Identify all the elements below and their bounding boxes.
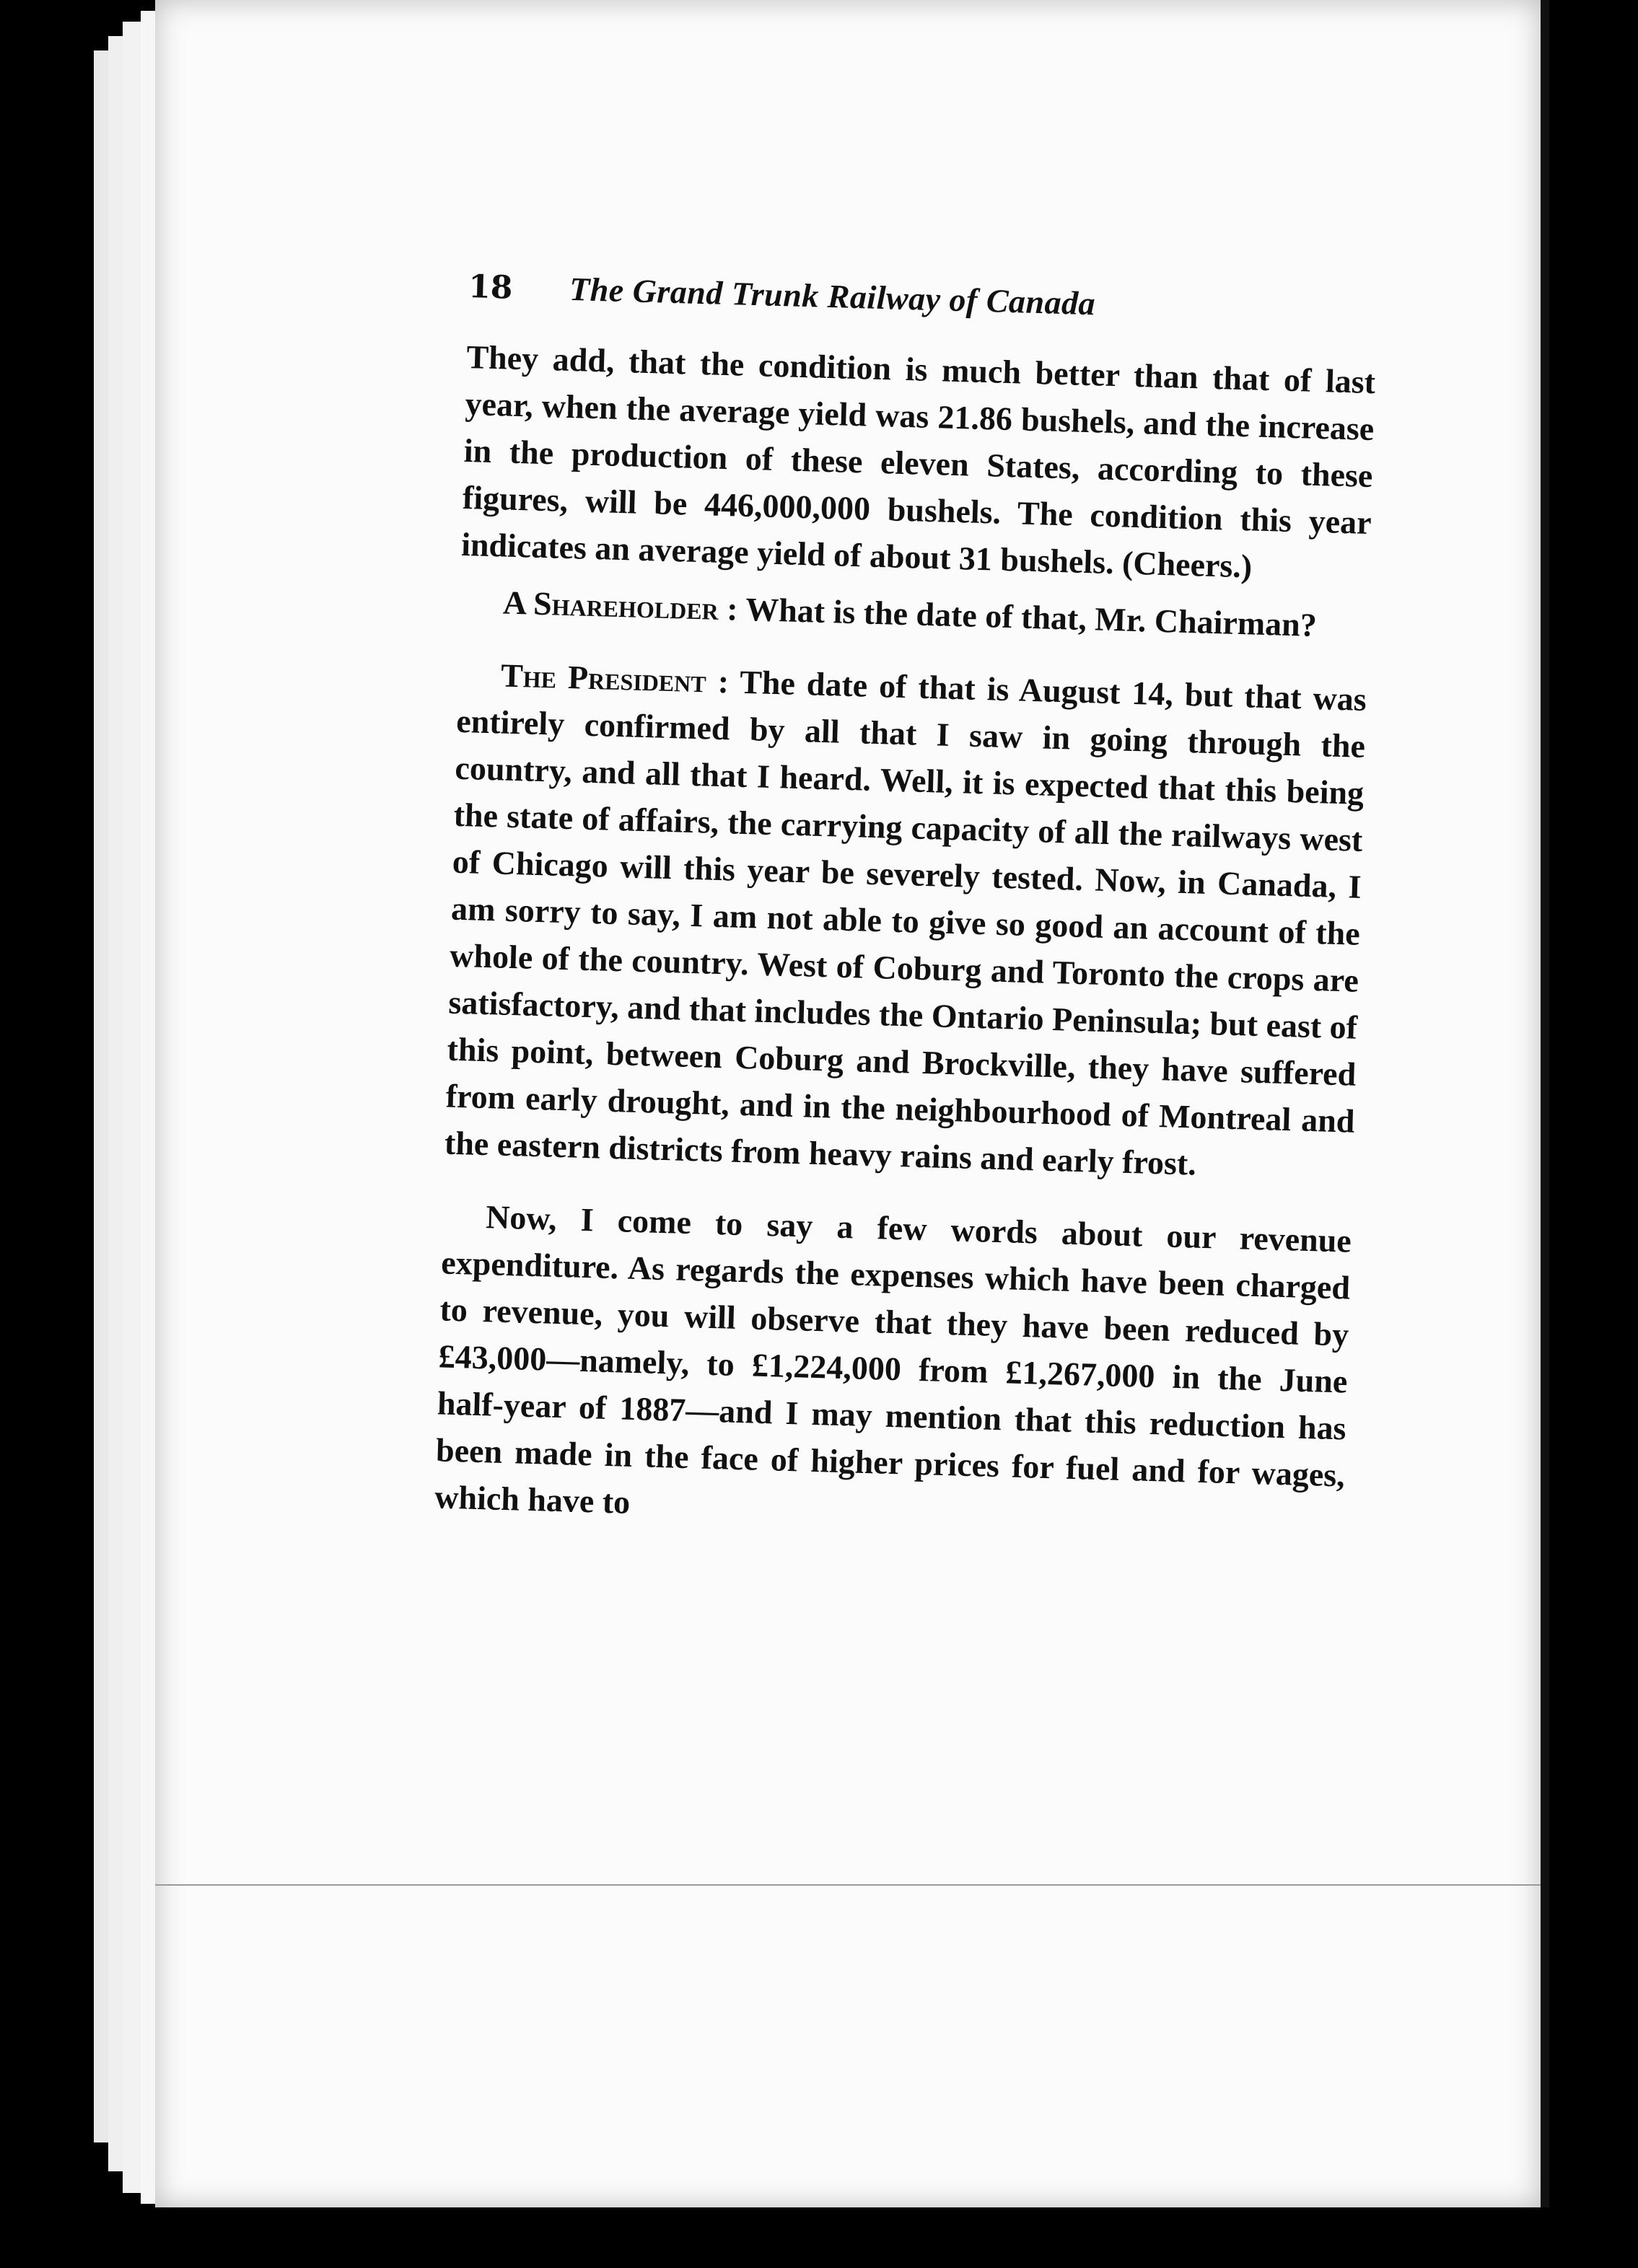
speaker-name: A Shareholder xyxy=(502,584,719,627)
page-number: 18 xyxy=(468,268,514,307)
paragraph-continuation xyxy=(460,333,1376,593)
fold-line xyxy=(155,1884,1541,1886)
paragraph-revenue xyxy=(434,1192,1352,1545)
paragraph-text: : The date of that is August 14, but that was entirely confirmed by all that I saw in going through the country, and all that I heard. Well, it is expected that this being the state of affairs, the carrying capacity of all the railways west of Chicago will this year be severely tested. Now, in Canada, I am sorry to say, I am not able to give so good an account of the whole of the country. West of Coburg and Toronto the crops are satisfactory, and that includes the Ontario Peninsula; but east of this point, between Coburg and Brockville, they have suffered from early drought, and in the neighbourhood of Montreal and the eastern districts from heavy rains and early frost. xyxy=(444,662,1367,1182)
running-title: The Grand Trunk Railway of Canada xyxy=(569,270,1096,322)
paragraph-president xyxy=(444,651,1367,1192)
speaker-name: The President xyxy=(500,656,707,700)
scan-border-bottom xyxy=(0,2207,1638,2268)
paragraph-text: : What is the date of that, Mr. Chairman? xyxy=(726,590,1318,643)
paragraph-text: They add, that the condition is much better than that of last year, when the average yield was 21.86 bushels, and the increase in the production of these eleven States, according to these figures, will be 446,000,000 bushels. The condition this year indicates an average yield of about 31 bushels. (Cheers.) xyxy=(460,338,1376,585)
page-content xyxy=(434,267,1378,1546)
scan-border-right xyxy=(1551,0,1638,2268)
paragraph-text: Now, I come to say a few words about our revenue expenditure. As regards the expenses which have been charged to revenue, you will observe that they have been reduced by £43,000—namely, to £1,224,000 from £1,267,000 in the June half-year of 1887—and I may mention that this reduction has been made in the face of higher prices for fuel and for wages, which have to xyxy=(434,1198,1352,1521)
